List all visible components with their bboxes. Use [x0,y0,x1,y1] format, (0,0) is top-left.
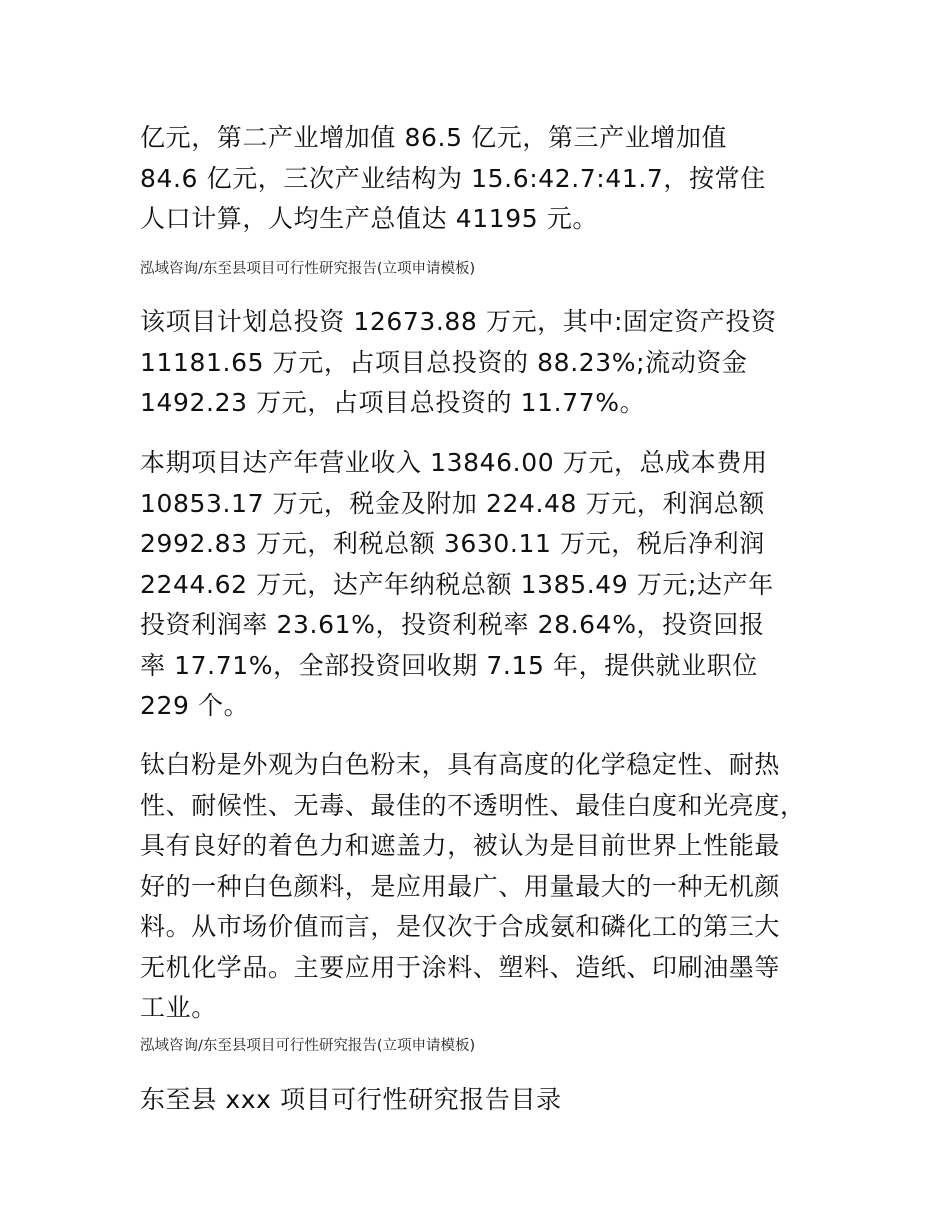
paragraph-economy [140,118,820,240]
running-header-1: 泓域咨询/东至县项目可行性研究报告(立项申请模板) [140,261,476,277]
paragraph-titanium-dioxide [140,745,820,1029]
text-line: 无机化学品。主要应用于涂料、塑料、造纸、印刷油墨等 [140,952,781,982]
running-header-2: 泓域咨询/东至县项目可行性研究报告(立项申请模板) [140,1038,476,1054]
text-line: 率 17.71%，全部投资回收期 7.15 年，提供就业职位 [140,650,758,680]
text-line: 10853.17 万元，税金及附加 224.48 万元，利润总额 [140,488,765,518]
text-line: 好的一种白色颜料，是应用最广、用量最大的一种无机颜 [140,871,781,901]
paragraph-investment [140,302,820,424]
text-line: 1492.23 万元，占项目总投资的 11.77%。 [140,388,646,417]
text-line: 该项目计划总投资 12673.88 万元，其中:固定资产投资 [140,307,777,336]
text-line: 11181.65 万元，占项目总投资的 88.23%;流动资金 [140,347,748,377]
text-line: 性、耐候性、无毒、最佳的不透明性、最佳白度和光亮度， [140,790,806,820]
text-line: 本期项目达产年营业收入 13846.00 万元，总成本费用 [140,448,768,477]
text-line: 工业。 [140,993,217,1022]
text-line: 84.6 亿元，三次产业结构为 15.6:42.7:41.7，按常住 [140,163,766,193]
text-line: 具有良好的着色力和遮盖力，被认为是目前世界上性能最 [140,831,781,860]
text-line: 投资利润率 23.61%，投资利税率 28.64%，投资回报 [140,610,765,639]
text-line: 229 个。 [140,691,250,720]
text-line: 钛白粉是外观为白色粉末，具有高度的化学稳定性、耐热 [140,750,781,779]
text-line: 2244.62 万元，达产年纳税总额 1385.49 万元;达产年 [140,569,774,599]
paragraph-revenue [140,443,820,727]
text-line: 料。从市场价值而言，是仅次于合成氨和磷化工的第三大 [140,912,781,941]
toc-heading: 东至县 xxx 项目可行性研究报告目录 [140,1085,562,1114]
text-line: 亿元，第二产业增加值 86.5 亿元，第三产业增加值 [140,123,728,152]
text-line: 2992.83 万元，利税总额 3630.11 万元，税后净利润 [140,529,765,558]
text-line: 人口计算，人均生产总值达 41195 元。 [140,204,599,233]
